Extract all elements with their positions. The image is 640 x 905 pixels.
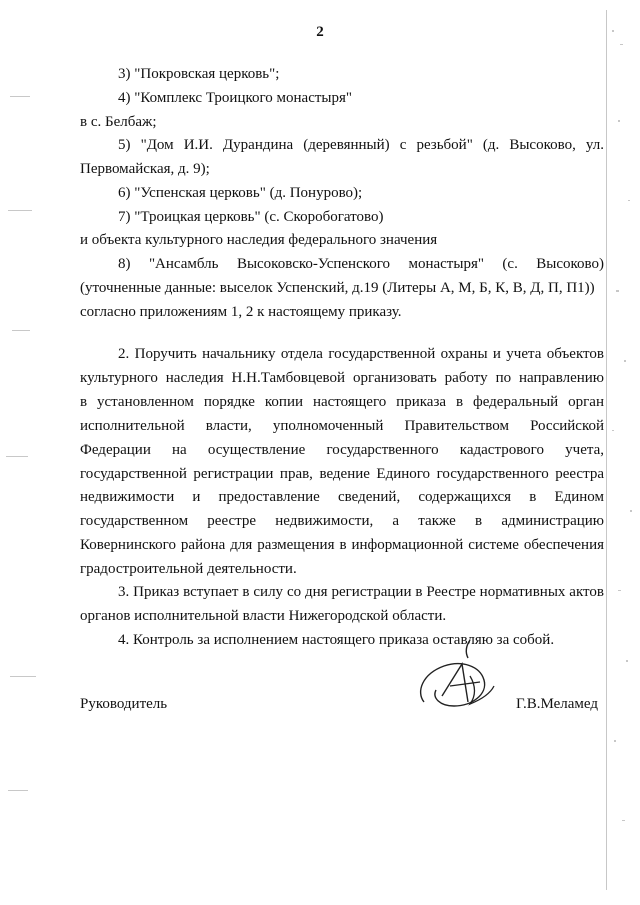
- paragraph-2-line-5: Федерации на осуществление государственного кадастрового учета,: [80, 442, 604, 458]
- location-belbazh: в с. Белбаж;: [80, 114, 157, 130]
- list-item-5-line-1: 5) "Дом И.И. Дурандина (деревянный) с резьбой" (д. Высоково, ул.: [118, 137, 604, 153]
- federal-object-intro: и объекта культурного наследия федерального значения: [80, 232, 438, 248]
- signature-name: Г.В.Меламед: [516, 696, 599, 712]
- list-item-3: 3) "Покровская церковь";: [118, 66, 280, 82]
- paragraph-2-line-7: недвижимости и предоставление сведений, содержащихся в Едином: [80, 489, 604, 505]
- paragraph-2-line-3: в установленном порядке копии настоящего приказа в федеральный орган: [80, 394, 604, 410]
- paragraph-3-line-2: органов исполнительной власти Нижегородской области.: [80, 608, 447, 624]
- list-item-8-line-3: согласно приложениям 1, 2 к настоящему приказу.: [80, 304, 402, 320]
- paragraph-2-line-10: градостроительной деятельности.: [80, 561, 297, 577]
- paragraph-2-line-1: 2. Поручить начальнику отдела государственной охраны и учета объектов: [118, 346, 604, 362]
- handwritten-signature: [410, 636, 520, 716]
- list-item-7: 7) "Троицкая церковь" (с. Скоробогатово): [118, 209, 384, 225]
- paragraph-2-line-6: государственной регистрации прав, ведение Единого государственного реестра: [80, 466, 604, 482]
- paragraph-2-line-2: культурного наследия Н.Н.Тамбовцевой организовать работу по направлению: [80, 370, 604, 386]
- paragraph-2-line-8: государственном реестре недвижимости, а также в администрацию: [80, 513, 604, 529]
- list-item-4: 4) "Комплекс Троицкого монастыря": [118, 90, 353, 106]
- paragraph-2-line-4: исполнительной власти, уполномоченный Правительством Российской: [80, 418, 604, 434]
- page-number: 2: [316, 24, 324, 40]
- list-item-8-line-1: 8) "Ансамбль Высоковско-Успенского монастыря" (с. Высоково): [118, 256, 604, 272]
- signature-title: Руководитель: [80, 696, 168, 712]
- paragraph-4-line-1: 4. Контроль за исполнением настоящего приказа оставляю за собой.: [118, 632, 555, 648]
- paragraph-3-line-1: 3. Приказ вступает в силу со дня регистрации в Реестре нормативных актов: [118, 584, 604, 600]
- list-item-6: 6) "Успенская церковь" (д. Понурово);: [118, 185, 363, 201]
- list-item-8-line-2: (уточненные данные: выселок Успенский, д.19 (Литеры А, М, Б, К, В, Д, П, П1)): [80, 280, 595, 296]
- list-item-5-line-2: Первомайская, д. 9);: [80, 161, 210, 177]
- paragraph-2-line-9: Ковернинского района для размещения в информационной системе обеспечения: [80, 537, 604, 553]
